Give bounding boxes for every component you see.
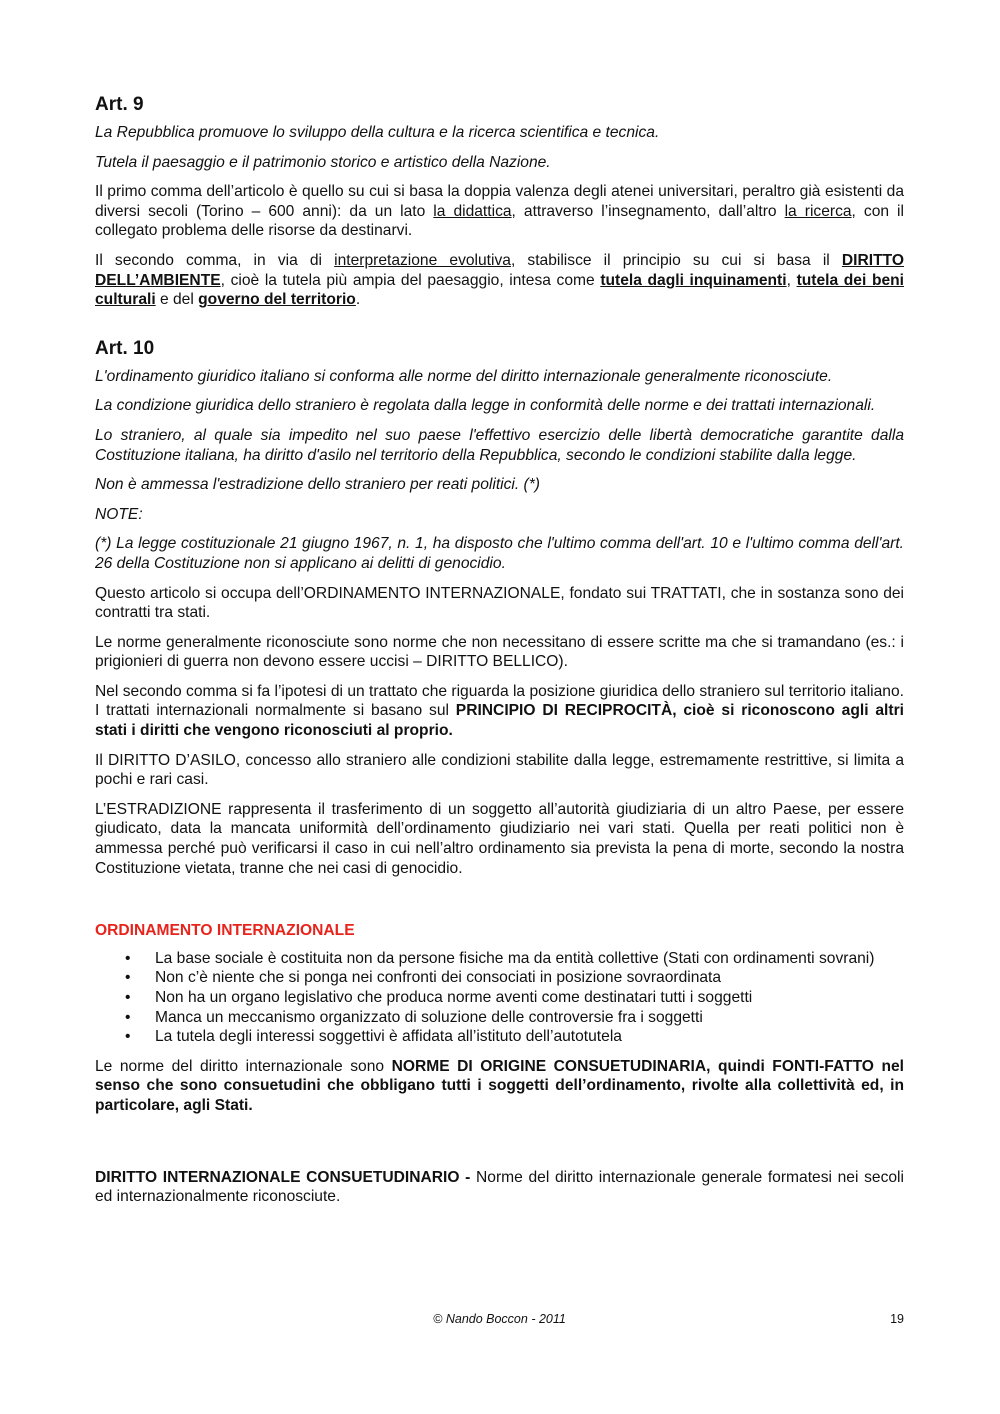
key-term: tutela dagli inquinamenti (600, 271, 787, 289)
text-run: Nel secondo comma si fa l’ipotesi di un trattato che riguarda la posizione giuridica dello straniero sul territorio italiano. I trattati internazionali normalmente si basano sul (95, 682, 904, 720)
list-item: • Non ha un organo legislativo che produca norme aventi come destinatari tutti i soggetti (95, 988, 904, 1008)
art10-comment-1: Questo articolo si occupa dell’ORDINAMENTO INTERNAZIONALE, fondato sui TRATTATI, che in sostanza sono dei contratti tra stati. (95, 584, 904, 622)
page-number: 19 (890, 1312, 904, 1326)
art10-comment-4: Il DIRITTO D’ASILO, concesso allo straniero alle condizioni stabilite dalla legge, estremamente restrittive, si limita a pochi e rari casi. (95, 751, 904, 789)
consuetudinario-paragraph (95, 1168, 904, 1207)
list-item: • La base sociale è costituita non da persone fisiche ma da entità collettive (Stati con ordinamenti sovrani) (95, 949, 904, 969)
art10-comment-5: L’ESTRADIZIONE rappresenta il trasferimento di un soggetto all’autorità giudiziaria di un altro Paese, per essere giudicato, data la mancata uniformità dell’ordinamento giudiziario nei vari stati. Quella per reati politici non è ammessa perché può verificarsi il caso in cui nell’altro ordinamento sia prevista la pena di morte, secondo la nostra Costituzione vietata, tranne che nei casi di genocidio. (95, 800, 904, 877)
art10-text-1: L'ordinamento giuridico italiano si conforma alle norme del diritto internazionale generalmente riconosciute. (95, 367, 833, 385)
note-text: (*) La legge costituzionale 21 giugno 1967, n. 1, ha disposto che l'ultimo comma dell'art. 10 e l'ultimo comma dell'art. 26 della Costituzione non si applicano ai delitti di genocidio. (95, 535, 904, 572)
underlined-term: la didattica (433, 202, 512, 220)
art9-comment-1 (95, 182, 904, 241)
art10-title: Art. 10 (95, 337, 155, 359)
bold-text: DIRITTO INTERNAZIONALE CONSUETUDINARIO - (95, 1168, 477, 1186)
list-item: • Manca un meccanismo organizzato di soluzione delle controversie fra i soggetti (95, 1008, 904, 1028)
text-run: , stabilisce il principio su cui si basa il (510, 251, 842, 269)
section-heading: ORDINAMENTO INTERNAZIONALE (95, 922, 355, 940)
underlined-term: interpretazione evolutiva (334, 251, 511, 269)
key-term: governo del territorio (198, 291, 356, 309)
art9-text-2: Tutela il paesaggio e il patrimonio storico e artistico della Nazione. (95, 153, 551, 171)
text-run: , con il collegato problema delle risorse da destinarvi. (95, 202, 904, 240)
bullet-list (95, 949, 904, 1047)
text-run: , (786, 271, 797, 289)
list-item: • Non c’è niente che si ponga nei confronti dei consociati in posizione sovraordinata (95, 968, 904, 988)
key-term: DIRITTO DELL’AMBIENTE (95, 251, 904, 289)
text-run: Norme del diritto internazionale generale formatesi nei secoli ed internazionalmente riconosciute. (95, 1168, 904, 1206)
text-run: Le norme del diritto internazionale sono (95, 1057, 392, 1075)
list-item: • La tutela degli interessi soggettivi è affidata all’istituto dell’autotutela (95, 1027, 904, 1047)
document-page (95, 92, 904, 1217)
text-run: . (355, 291, 361, 309)
art9-comment-2 (95, 251, 904, 310)
text-run: , cioè la tutela più ampia del paesaggio, intesa come (220, 271, 601, 289)
text-run: Il primo comma dell’articolo è quello su cui si basa la doppia valenza degli atenei universitari, peraltro già esistenti da diversi secoli (Torino – 600 anni): da un lato (95, 183, 904, 220)
art10-text-2: La condizione giuridica dello straniero è regolata dalla legge in conformità delle norme e dei trattati internazionali. (95, 397, 876, 415)
text-run: e del (155, 291, 199, 309)
art9-text-1: La Repubblica promuove lo sviluppo della cultura e la ricerca scientifica e tecnica. (95, 124, 660, 141)
underlined-term: la ricerca (784, 202, 852, 220)
art10-text-3: Lo straniero, al quale sia impedito nel suo paese l'effettivo esercizio delle libertà democratiche garantite dalla Costituzione italiana, ha diritto d'asilo nel territorio della Repubblica, secondo le condizioni stabilite dalla legge. (95, 426, 904, 464)
bold-text: NORME DI ORIGINE CONSUETUDINARIA, quindi FONTI-FATTO nel senso che sono consuetudini che obbligano tutti i soggetti dell’ordinamento, rivolte alla collettività ed, in particolare, agli Stati. (95, 1057, 905, 1114)
art9-title: Art. 9 (95, 94, 144, 115)
bold-text: PRINCIPIO DI RECIPROCITÀ, cioè si riconoscono agli altri stati i diritti che vengono riconosciuti al proprio. (95, 702, 904, 740)
text-run: Il secondo comma, in via di (95, 251, 335, 269)
text-run: , attraverso l’insegnamento, dall’altro (511, 202, 785, 220)
note-label: NOTE: (95, 505, 143, 523)
art10-comment-2: Le norme generalmente riconosciute sono norme che non necessitano di essere scritte ma che si tramandano (es.: i prigionieri di guerra non devono essere uccisi – DIRITTO BELLICO). (95, 633, 904, 671)
art10-comment-3 (95, 682, 904, 741)
key-term: tutela dei beni culturali (95, 271, 905, 309)
norme-paragraph (95, 1057, 904, 1116)
copyright-text: © Nando Boccon - 2011 (433, 1312, 566, 1326)
art10-text-4: Non è ammessa l'estradizione dello straniero per reati politici. (*) (95, 476, 540, 494)
